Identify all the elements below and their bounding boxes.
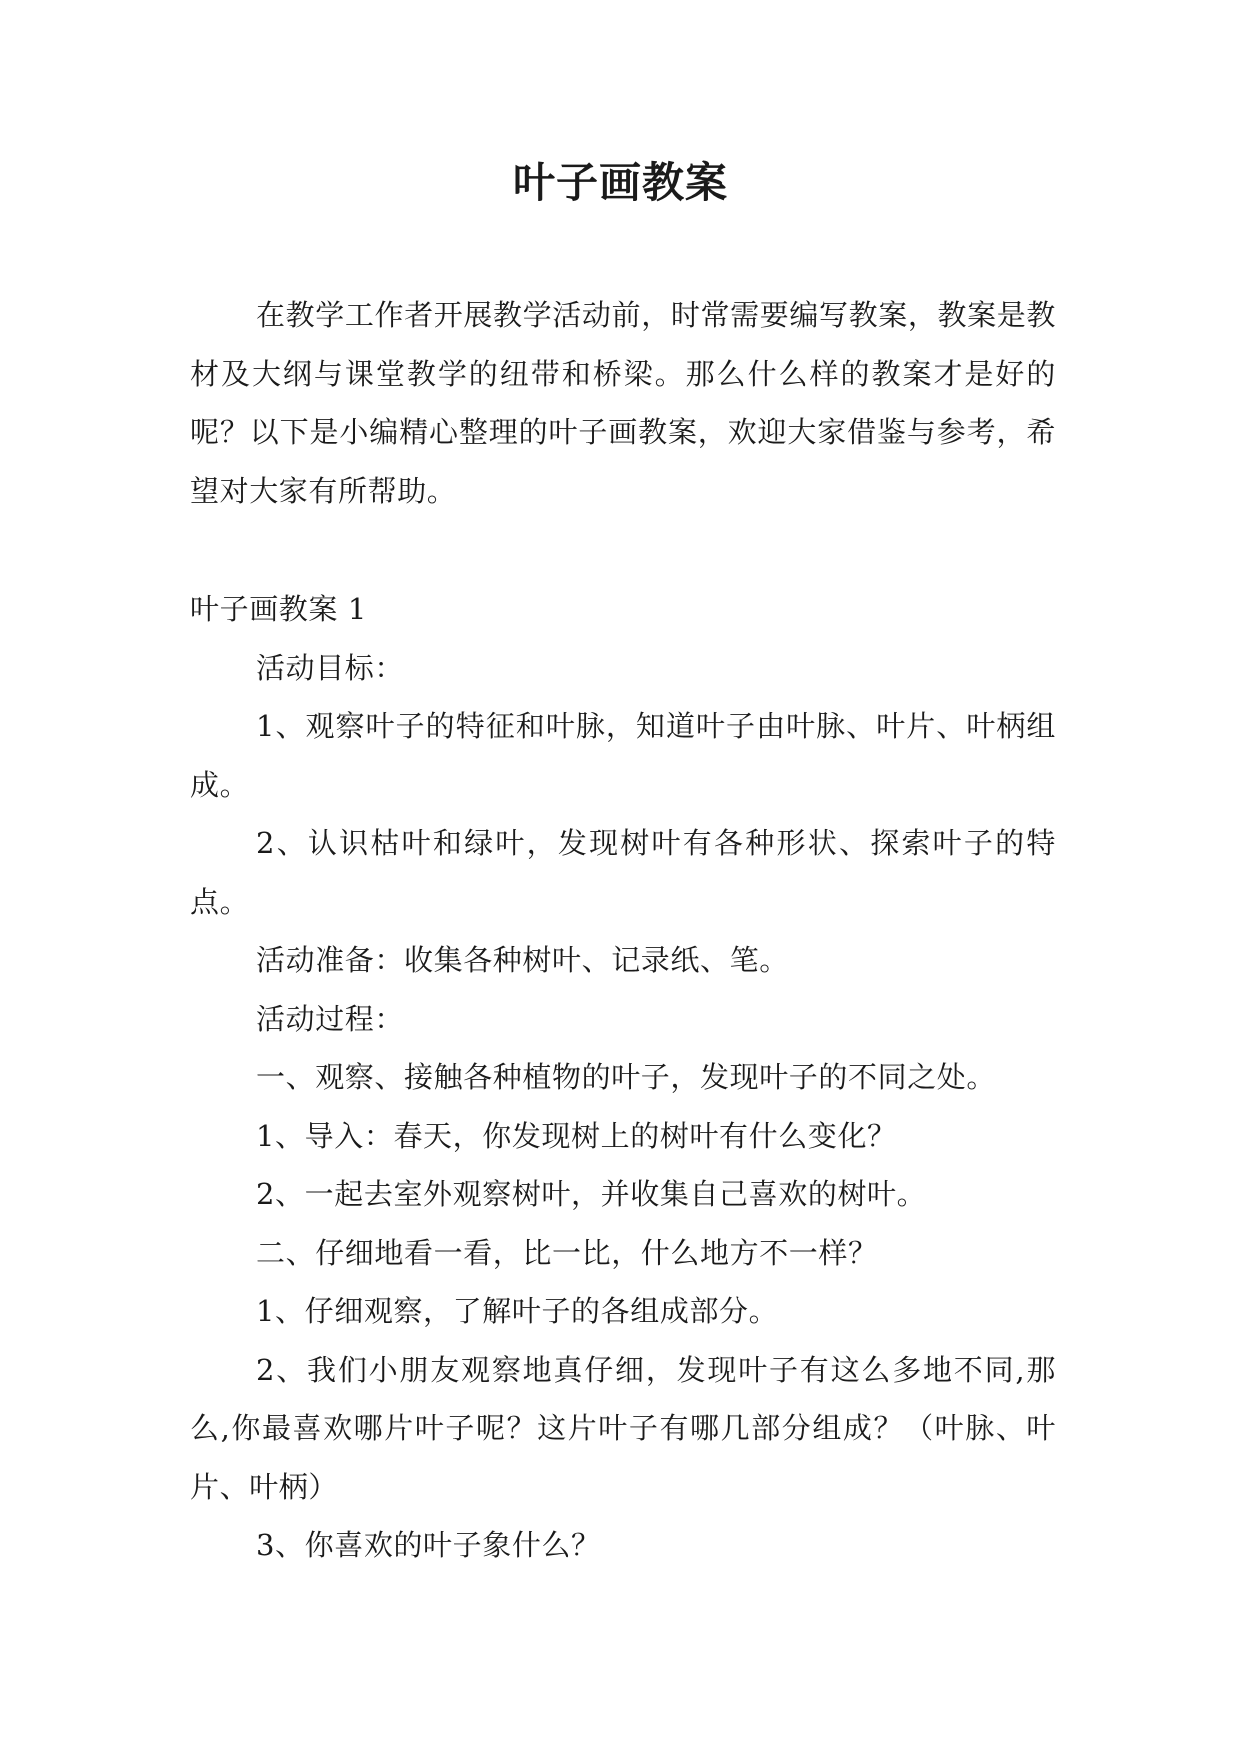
body-paragraph: 一、观察、接触各种植物的叶子，发现叶子的不同之处。 xyxy=(256,1060,997,1094)
body-paragraph: 1、仔细观察，了解叶子的各组成部分。 xyxy=(256,1294,779,1328)
body-paragraph: 2、我们小朋友观察地真仔细，发现叶子有这么多地不同,那么,你最喜欢哪片叶子呢？这片叶子有哪几部分组成？（叶脉、叶片、叶柄） xyxy=(190,1352,1056,1504)
body-paragraph: 3、你喜欢的叶子象什么？ xyxy=(256,1528,601,1562)
document-body xyxy=(190,286,1056,1575)
body-paragraph: 活动准备：收集各种树叶、记录纸、笔。 xyxy=(256,943,789,977)
body-paragraph: 2、认识枯叶和绿叶，发现树叶有各种形状、探索叶子的特点。 xyxy=(190,826,1056,919)
section-heading: 叶子画教案 1 xyxy=(190,592,367,626)
intro-paragraph: 在教学工作者开展教学活动前，时常需要编写教案，教案是教材及大纲与课堂教学的纽带和桥梁。那么什么样的教案才是好的呢？以下是小编精心整理的叶子画教案，欢迎大家借鉴与参考，希望对大家有所帮助。 xyxy=(190,298,1056,508)
document-title: 叶子画教案 xyxy=(512,158,728,207)
body-paragraph: 活动目标： xyxy=(256,650,405,685)
body-paragraph: 活动过程： xyxy=(256,1001,405,1036)
body-paragraph: 2、一起去室外观察树叶，并收集自己喜欢的树叶。 xyxy=(256,1177,927,1211)
body-paragraph: 1、观察叶子的特征和叶脉，知道叶子由叶脉、叶片、叶柄组成。 xyxy=(190,709,1056,802)
body-paragraph: 1、导入：春天，你发现树上的树叶有什么变化？ xyxy=(256,1118,897,1153)
body-paragraph: 二、仔细地看一看，比一比，什么地方不一样？ xyxy=(256,1235,878,1270)
